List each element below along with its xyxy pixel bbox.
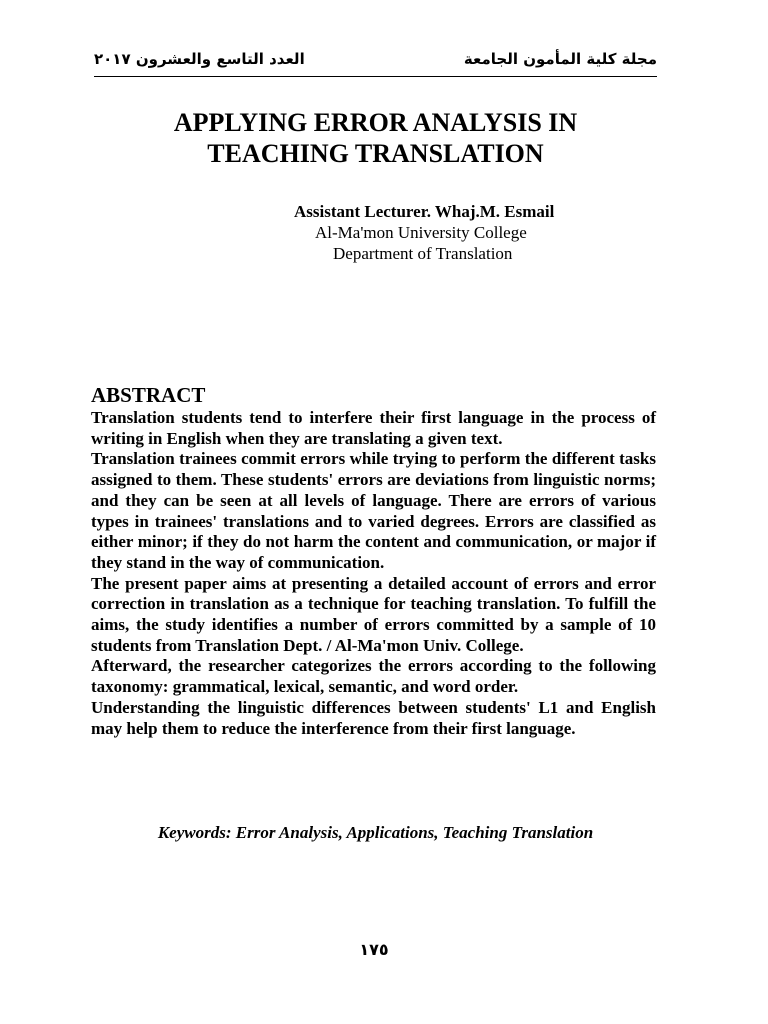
keywords-line: Keywords: Error Analysis, Applications, Teaching Translation bbox=[157, 823, 594, 842]
abstract-paragraph: Translation students tend to interfere their first language in the process of writing in English when they are translating a given text. bbox=[91, 408, 656, 448]
issue-label: العدد التاسع والعشرون ٢٠١٧ bbox=[94, 50, 305, 68]
abstract-paragraph: The present paper aims at presenting a detailed account of errors and error correction in translation as a technique for teaching translation. To fulfill the aims, the study identifies a number of errors committed by a sample of 10 students from Translation Dept. / Al-Ma'mon Univ. College. bbox=[91, 573, 656, 655]
author-college: Al-Ma'mon University College bbox=[315, 223, 527, 242]
paper-title bbox=[94, 107, 657, 169]
abstract-paragraph: Afterward, the researcher categorizes the errors according to the following taxonomy: grammatical, lexical, semantic, and word order. bbox=[91, 656, 656, 697]
abstract-body bbox=[91, 408, 656, 739]
journal-name: مجلة كلية المأمون الجامعة bbox=[463, 50, 657, 68]
author-name: Assistant Lecturer. Whaj.M. Esmail bbox=[294, 202, 555, 221]
running-header bbox=[94, 46, 657, 77]
abstract-heading: ABSTRACT bbox=[91, 383, 206, 407]
abstract-paragraph: Understanding the linguistic differences between students' L1 and English may help them to reduce the interference from their first language. bbox=[91, 697, 656, 738]
title-line-1: APPLYING ERROR ANALYSIS IN bbox=[173, 108, 578, 137]
author-department: Department of Translation bbox=[333, 244, 513, 263]
title-line-2: TEACHING TRANSLATION bbox=[207, 139, 544, 168]
author-block bbox=[280, 201, 610, 264]
abstract-paragraph: Translation trainees commit errors while trying to perform the different tasks assigned to them. These students' errors are deviations from linguistic norms; and they can be seen at all levels of language. There are errors of various types in trainees' translations and to varied degrees. Errors are classified as either minor; if they do not harm the content and communication, or major if they stand in the way of communication. bbox=[91, 449, 656, 572]
page-number: ١٧٥ bbox=[359, 940, 389, 959]
